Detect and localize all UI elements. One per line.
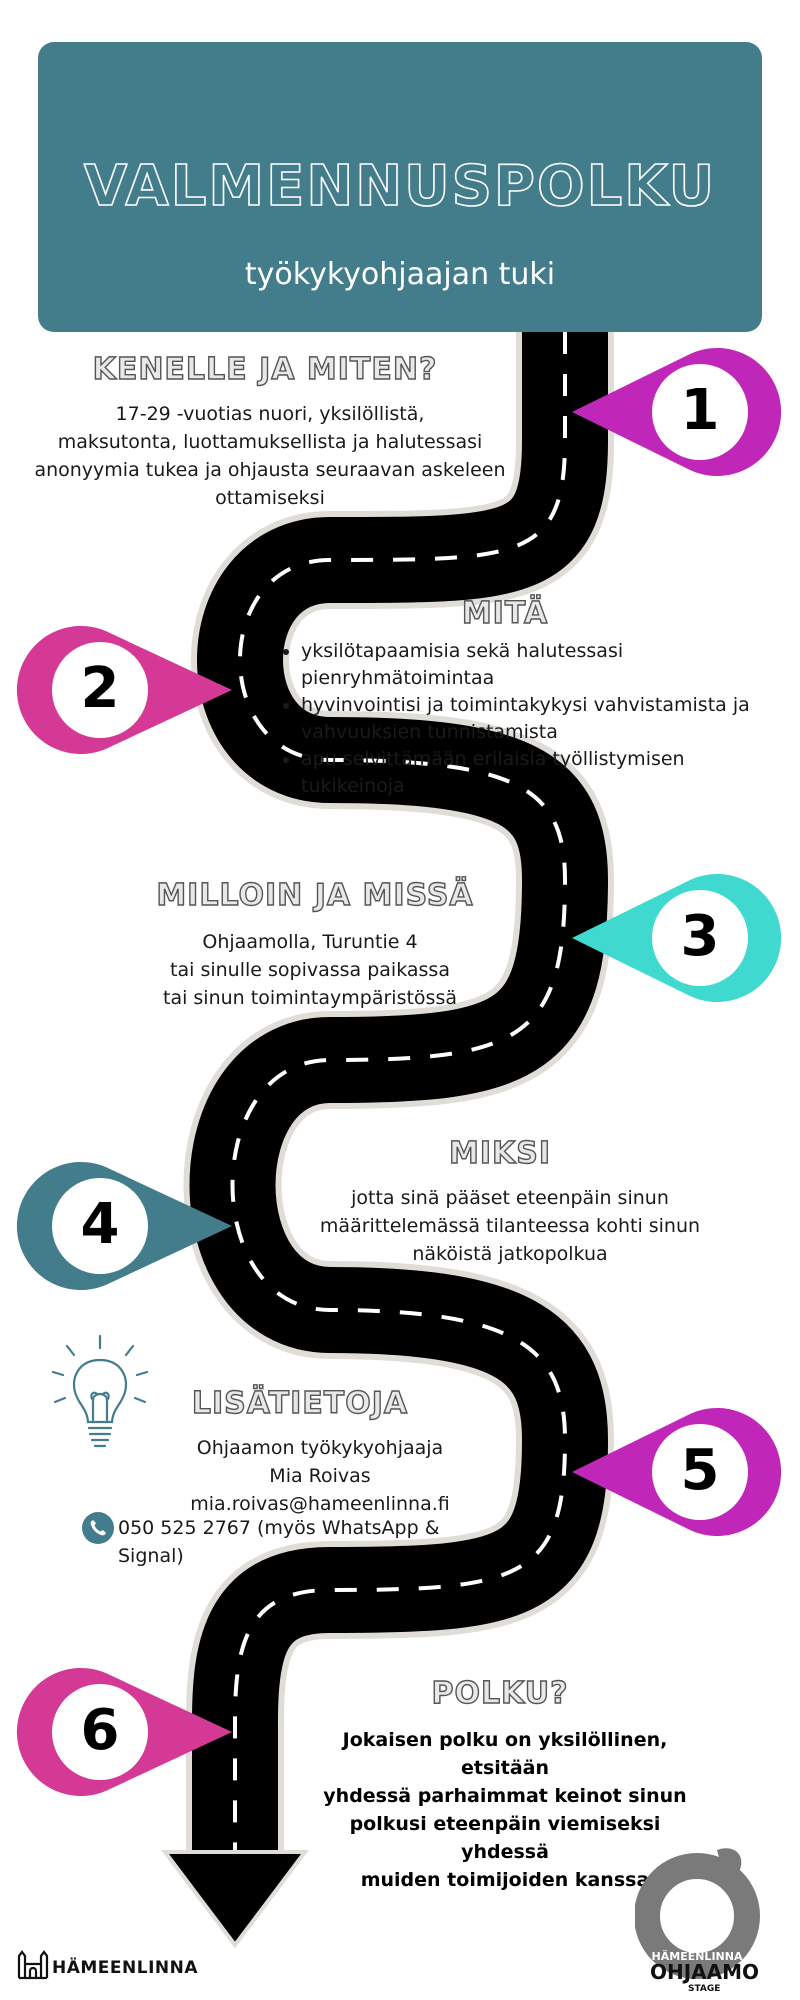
step-number-6: 6 <box>80 1698 120 1763</box>
text-line: anonyymia tukea ja ohjausta seuraavan askeleen <box>34 459 506 481</box>
text-line: muiden toimijoiden kanssa <box>360 1869 650 1891</box>
hameenlinna-castle-icon <box>16 1946 50 1980</box>
text-line: tai sinun toimintaympäristössä <box>163 987 457 1009</box>
step-2-list <box>277 638 792 800</box>
phone-number[interactable]: 050 525 2767 (myös WhatsApp & Signal) <box>118 1517 440 1567</box>
step-1-heading: KENELLE JA MITEN? <box>92 352 438 387</box>
step-number-1: 1 <box>680 378 720 443</box>
step-3-text <box>110 928 510 1012</box>
list-item: • hyvinvointisi ja toimintakykysi vahvistamista ja vahvuuksien tunnistamista <box>301 692 792 746</box>
page-subtitle: työkykyohjaajan tuki <box>244 257 556 292</box>
step-6-heading: POLKU? <box>431 1676 569 1711</box>
text-line: yhdessä parhaimmat keinot sinun <box>323 1785 687 1807</box>
step-5-heading: LISÄTIETOJA <box>191 1386 409 1421</box>
ohjaamo-ring-text: HÄMEENLINNA <box>651 1950 743 1963</box>
ohjaamo-logo-sub: STAGE <box>688 1984 721 1994</box>
list-item: • apu selvittämään erilaisia työllistymisen tukikeinoja <box>301 746 792 800</box>
step-number-3: 3 <box>680 904 720 969</box>
lightbulb-icon <box>45 1330 155 1460</box>
step-3-heading: MILLOIN JA MISSÄ <box>156 878 474 913</box>
text-line: Jokaisen polku on yksilöllinen, etsitään <box>342 1729 668 1779</box>
ohjaamo-logo: OHJAAMO <box>650 1960 760 1984</box>
email-text[interactable]: mia.roivas@hameenlinna.fi <box>190 1493 450 1515</box>
text-line: Ohjaamon työkykyohjaaja <box>196 1437 444 1459</box>
step-4-heading: MIKSI <box>448 1136 552 1171</box>
text-line: näköistä jatkopolkua <box>412 1243 608 1265</box>
page-title: VALMENNUSPOLKU <box>83 154 717 219</box>
step-number-5: 5 <box>680 1438 720 1503</box>
text-line: määrittelemässä tilanteessa kohti sinun <box>319 1215 701 1237</box>
step-number-2: 2 <box>80 656 120 721</box>
text-line: maksutonta, luottamuksellista ja halutessasi <box>57 431 483 453</box>
text-line: 17-29 -vuotias nuori, yksilöllistä, <box>115 403 425 425</box>
text-line: Ohjaamolla, Turuntie 4 <box>202 931 418 953</box>
step-1-text <box>10 400 530 512</box>
step-5-text <box>150 1434 490 1518</box>
text-line: tai sinulle sopivassa paikassa <box>170 959 450 981</box>
list-item: • yksilötapaamisia sekä halutessasi pienryhmätoimintaa <box>301 638 792 692</box>
phone-icon <box>82 1512 114 1544</box>
step-2-heading: MITÄ <box>461 596 549 631</box>
step-4-text <box>300 1184 720 1268</box>
text-line: ottamiseksi <box>215 487 325 509</box>
text-line: Mia Roivas <box>269 1465 371 1487</box>
text-line: polkusi eteenpäin viemiseksi yhdessä <box>349 1813 661 1863</box>
text-line: jotta sinä pääset eteenpäin sinun <box>351 1187 669 1209</box>
step-number-4: 4 <box>80 1192 120 1257</box>
hameenlinna-logo: HÄMEENLINNA <box>52 1958 199 1978</box>
